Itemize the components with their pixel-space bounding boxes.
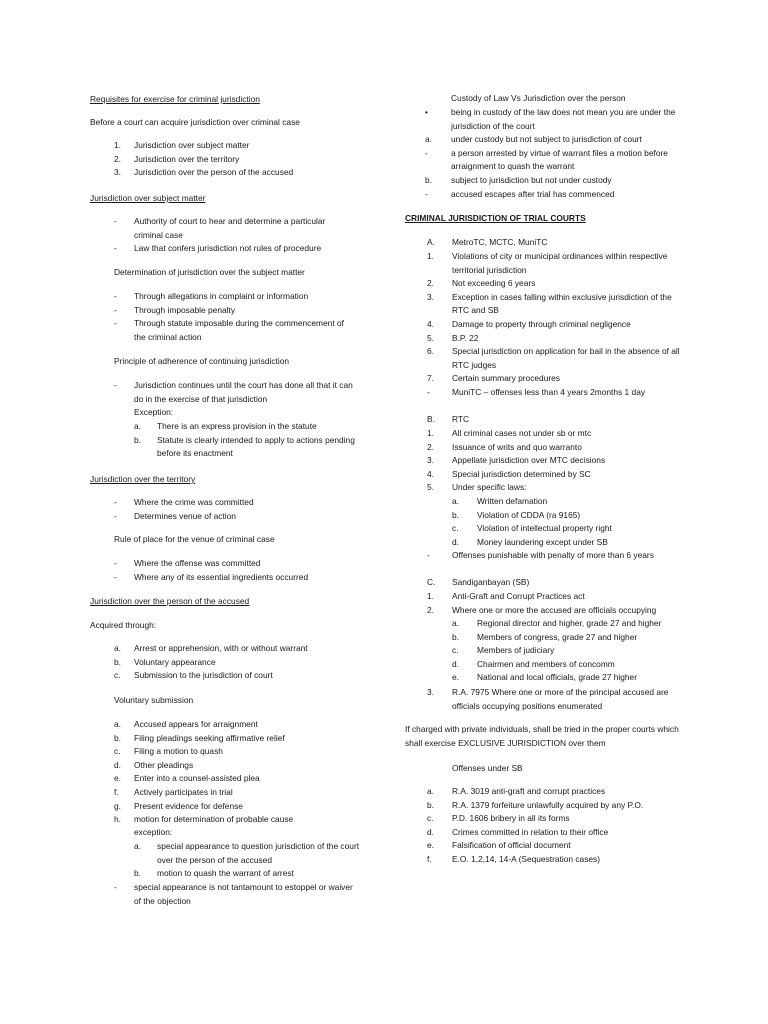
list-item-text: Not exceeding 6 years — [452, 278, 536, 289]
section-heading-requisites: Requisites for exercise for criminal jurisdiction — [90, 94, 260, 104]
list-item-text: Jurisdiction over the territory — [134, 153, 240, 164]
list-item — [427, 386, 683, 400]
list-marker: g. — [114, 800, 121, 811]
section-heading-territory: Jurisdiction over the territory — [90, 474, 196, 484]
list-item-text: R.A. 3019 anti-graft and corrupt practices — [452, 786, 606, 796]
list-item-text: B.P. 22 — [452, 332, 479, 343]
list-item — [427, 812, 683, 826]
list-item — [114, 139, 374, 153]
list-item — [425, 174, 687, 188]
list-item-text: Filing a motion to quash — [134, 746, 223, 757]
sb-item3-list — [427, 686, 683, 713]
list-item-text: Violation of intellectual property right — [477, 523, 612, 534]
list-marker: 3. — [427, 291, 434, 302]
list-item-text: Through statute imposable during the commencement of the criminal action — [134, 318, 344, 342]
list-marker: - — [114, 558, 117, 568]
list-item-text: a person arrested by virtue of warrant files a motion before arraignment to quash the warrant — [451, 147, 668, 172]
list-marker: 7. — [427, 373, 434, 384]
list-marker: b. — [452, 509, 459, 520]
list-marker: h. — [114, 814, 121, 825]
list-marker: f. — [114, 786, 119, 797]
list-item-text: Through allegations in complaint or information — [134, 291, 309, 301]
list-marker: 6. — [427, 346, 434, 357]
list-item-text: E.O. 1,2,14, 14-A (Sequestration cases) — [452, 853, 601, 864]
voluntary-list — [114, 718, 356, 827]
list-item — [427, 839, 683, 853]
list-marker: 2. — [427, 278, 434, 289]
acquired-title: Acquired through: — [90, 620, 157, 630]
list-item — [452, 495, 683, 509]
sb-list — [427, 590, 683, 617]
list-item — [425, 147, 687, 174]
list-item-text: subject to jurisdiction but not under custody — [451, 174, 612, 185]
list-marker: - — [427, 550, 430, 560]
list-item — [427, 853, 683, 867]
list-item-text: Issuance of writs and quo warranto — [452, 441, 582, 452]
section-heading-person: Jurisdiction over the person of the accused — [90, 596, 250, 606]
mtc-list — [427, 250, 683, 400]
mtc-title: MetroTC, MCTC, MuniTC — [452, 237, 548, 247]
list-item-text: Filing pleadings seeking affirmative relief — [134, 732, 285, 743]
list-item-text: Special jurisdiction on application for bail in the absence of all RTC judges — [452, 346, 680, 370]
exception-list — [134, 420, 356, 461]
list-marker: - — [114, 497, 117, 507]
list-marker: a. — [425, 134, 432, 145]
list-item — [114, 153, 374, 167]
determination-title: Determination of jurisdiction over the subject matter — [114, 267, 305, 277]
list-item-text: Members of judiciary — [477, 645, 555, 656]
list-marker: 3. — [427, 455, 434, 466]
list-marker: - — [114, 304, 117, 315]
rtc-marker: B. — [427, 414, 435, 424]
list-item-text: Arrest or apprehension, with or without warrant — [134, 643, 308, 653]
list-item — [427, 277, 683, 291]
voluntary-title: Voluntary submission — [114, 695, 194, 705]
custody-list — [425, 106, 687, 201]
list-item-text: Members of congress, grade 27 and higher — [477, 631, 638, 642]
list-item — [427, 345, 683, 372]
list-item — [452, 631, 692, 645]
list-item — [427, 291, 683, 318]
list-item — [427, 441, 683, 455]
list-item — [114, 242, 356, 256]
list-marker: c. — [452, 523, 459, 534]
list-marker: d. — [452, 658, 459, 669]
list-marker: b. — [425, 174, 432, 185]
list-item-text: R.A. 7975 Where one or more of the principal accused are officials occupying positions enumerated — [452, 687, 669, 711]
list-item — [427, 481, 683, 495]
list-item-text: Regional director and higher, grade 27 and higher — [477, 618, 662, 628]
list-item — [114, 215, 356, 242]
list-item — [425, 106, 687, 133]
list-item — [114, 290, 356, 304]
list-item — [134, 867, 360, 881]
section-heading-subject-matter: Jurisdiction over subject matter — [90, 193, 206, 203]
list-item — [134, 434, 356, 461]
list-item-text: Falsification of official document — [452, 840, 571, 851]
list-item-text: Violations of city or municipal ordinances within respective territorial jurisdiction — [452, 251, 668, 275]
list-item-text: Accused appears for arraignment — [134, 719, 258, 729]
rtc-list — [427, 427, 683, 495]
list-item-text: Exception in cases falling within exclusive jurisdiction of the RTC and SB — [452, 291, 672, 316]
subject-matter-list — [114, 215, 356, 256]
rtc-laws-list — [452, 495, 683, 549]
list-item-text: Authority of court to hear and determine a particular criminal case — [134, 216, 326, 240]
person-exception-list — [134, 840, 360, 881]
list-item — [452, 617, 692, 631]
list-item-text: special appearance is not tantamount to estoppel or waiver of the objection — [134, 882, 353, 906]
exception-label: Exception: — [134, 407, 174, 417]
list-item-text: Through imposable penalty — [134, 304, 236, 315]
rtc-final-list — [427, 549, 683, 563]
list-item-text: Crimes committed in relation to their office — [452, 826, 609, 837]
list-item — [114, 571, 356, 585]
list-item-text: Where the offense was committed — [134, 558, 261, 568]
list-item-text: Where the crime was committed — [134, 497, 254, 507]
list-marker: - — [114, 318, 117, 329]
person-final-list — [114, 881, 356, 908]
list-item-text: motion for determination of probable cause — [134, 814, 294, 825]
list-marker: b. — [427, 799, 434, 810]
list-item-text: motion to quash the warrant of arrest — [157, 868, 294, 879]
list-marker: - — [425, 188, 428, 199]
list-marker: b. — [134, 434, 141, 445]
list-marker: 1. — [427, 428, 434, 438]
list-marker: - — [114, 380, 117, 390]
list-item-text: Submission to the jurisdiction of court — [134, 670, 273, 681]
list-item — [427, 332, 683, 346]
list-marker: 4. — [427, 468, 434, 479]
list-item — [114, 510, 356, 524]
list-item-text: There is an express provision in the statute — [157, 421, 317, 431]
list-item — [452, 522, 683, 536]
list-item-text: Violation of CDDA (ra 9165) — [477, 509, 581, 520]
list-item — [425, 133, 687, 147]
list-item-text: Special jurisdiction determined by SC — [452, 468, 591, 479]
list-marker: d. — [114, 759, 121, 770]
list-item-text: Law that confers jurisdiction not rules of procedure — [134, 243, 322, 254]
list-item-text: being in custody of the law does not mean you are under the jurisdiction of the court — [451, 107, 676, 131]
list-item — [427, 604, 683, 618]
list-item — [427, 250, 683, 277]
list-item-text: Voluntary appearance — [134, 656, 216, 667]
custody-title: Custody of Law Vs Jurisdiction over the person — [451, 93, 626, 103]
list-item-text: Under specific laws: — [452, 482, 527, 493]
list-marker: 1. — [114, 140, 121, 150]
list-marker: 2. — [427, 441, 434, 452]
list-item — [427, 468, 683, 482]
list-marker: c. — [452, 645, 459, 656]
list-marker: a. — [452, 496, 459, 506]
offenses-list — [427, 785, 683, 867]
list-marker: a. — [114, 719, 121, 729]
list-item-text: Jurisdiction over the person of the accused — [134, 167, 294, 178]
list-marker: a. — [134, 421, 141, 431]
list-marker: • — [425, 107, 428, 117]
list-item — [114, 669, 356, 683]
list-item — [114, 379, 356, 406]
list-item-text: Offenses punishable with penalty of more than 6 years — [452, 550, 654, 560]
sb-heading — [427, 576, 690, 590]
list-item — [452, 536, 683, 550]
list-item-text: Chairmen and members of concomm — [477, 658, 615, 669]
list-item — [452, 509, 683, 523]
list-marker: - — [114, 216, 117, 226]
charged-note: If charged with private individuals, shall be tried in the proper courts which shall exercise EXCLUSIVE JURISDICTION over them — [405, 724, 679, 748]
list-item — [114, 745, 356, 759]
list-item-text: Other pleadings — [134, 759, 194, 770]
list-item-text: Jurisdiction over subject matter — [134, 140, 250, 150]
list-item-text: Where one or more the accused are officials occupying — [452, 604, 657, 615]
mtc-heading — [427, 236, 690, 250]
list-item-text: Where any of its essential ingredients occurred — [134, 571, 309, 582]
list-marker: b. — [114, 732, 121, 743]
list-item-text: Present evidence for defense — [134, 800, 243, 811]
list-item-text: Jurisdiction continues until the court has done all that it can do in the exercise of that jurisdiction — [134, 380, 353, 404]
list-item — [114, 772, 356, 786]
list-item — [114, 732, 356, 746]
list-item — [427, 590, 683, 604]
list-marker: 5. — [427, 332, 434, 343]
rule-list — [114, 557, 356, 584]
list-item-text: National and local officials, grade 27 higher — [477, 672, 638, 683]
list-item-text: Determines venue of action — [134, 510, 236, 521]
list-marker: - — [427, 386, 430, 397]
list-item-text: under custody but not subject to jurisdiction of court — [451, 134, 642, 145]
list-item-text: MuniTC – offenses less than 4 years 2months 1 day — [452, 386, 646, 397]
list-marker: c. — [114, 746, 121, 757]
list-item-text: special appearance to question jurisdiction of the court over the person of the accused — [157, 841, 360, 865]
requisites-list — [114, 139, 374, 180]
list-item-text: Appellate jurisdiction over MTC decisions — [452, 455, 606, 466]
mtc-marker: A. — [427, 237, 435, 247]
list-item-text: Actively participates in trial — [134, 786, 233, 797]
principle-title: Principle of adherence of continuing jurisdiction — [114, 356, 290, 366]
list-item — [452, 658, 692, 672]
list-marker: - — [114, 882, 117, 892]
list-marker: 4. — [427, 318, 434, 329]
list-marker: b. — [114, 656, 121, 667]
list-marker: a. — [114, 643, 121, 653]
list-item — [114, 718, 356, 732]
list-marker: e. — [427, 840, 434, 851]
list-marker: 2. — [114, 153, 121, 164]
list-marker: - — [114, 571, 117, 582]
list-item — [452, 644, 692, 658]
rtc-title: RTC — [452, 414, 470, 424]
territory-list — [114, 496, 356, 523]
list-item — [427, 372, 683, 386]
list-item-text: All criminal cases not under sb or mtc — [452, 428, 592, 438]
list-item — [114, 656, 356, 670]
list-item — [427, 454, 683, 468]
list-marker: d. — [452, 536, 459, 547]
list-marker: - — [114, 243, 117, 254]
list-item — [427, 686, 683, 713]
list-item — [114, 881, 356, 908]
list-marker: f. — [427, 853, 432, 864]
list-item — [114, 759, 356, 773]
list-marker: 2. — [427, 604, 434, 615]
list-item — [427, 549, 683, 563]
list-item — [114, 642, 356, 656]
principle-list — [114, 379, 356, 406]
list-marker: a. — [427, 786, 434, 796]
list-item — [114, 496, 356, 510]
list-marker: 5. — [427, 482, 434, 493]
list-item — [427, 427, 683, 441]
section-heading-trial-courts: CRIMINAL JURISDICTION OF TRIAL COURTS — [405, 213, 586, 223]
list-marker: - — [114, 291, 117, 301]
list-marker: 3. — [427, 687, 434, 697]
list-item — [427, 785, 683, 799]
list-item-text: P.D. 1606 bribery in all its forms — [452, 813, 570, 824]
determination-list — [114, 290, 356, 344]
list-item — [114, 557, 356, 571]
list-item — [114, 813, 356, 827]
sb-title: Sandiganbayan (SB) — [452, 577, 530, 587]
acquired-list — [114, 642, 356, 683]
list-item — [134, 840, 360, 867]
list-marker: - — [425, 147, 428, 158]
list-item — [114, 166, 374, 180]
sb-officials-list — [452, 617, 692, 685]
list-marker: 1. — [427, 251, 434, 261]
list-item — [134, 420, 356, 434]
list-item-text: Damage to property through criminal negligence — [452, 318, 631, 329]
list-item — [427, 318, 683, 332]
offenses-title: Offenses under SB — [452, 763, 523, 773]
list-item-text: Statute is clearly intended to apply to actions pending before its enactment — [157, 434, 355, 459]
list-marker: d. — [427, 826, 434, 837]
list-marker: 1. — [427, 591, 434, 601]
list-item-text: accused escapes after trial has commenced — [451, 188, 615, 199]
list-item-text: Money laundering except under SB — [477, 536, 608, 547]
list-item-text: Anti-Graft and Corrupt Practices act — [452, 591, 585, 601]
list-marker: e. — [452, 672, 459, 683]
list-marker: a. — [134, 841, 141, 851]
list-marker: b. — [452, 631, 459, 642]
list-item-text: Enter into a counsel-assisted plea — [134, 773, 260, 784]
rtc-heading — [427, 413, 690, 427]
list-marker: b. — [134, 868, 141, 879]
person-exception-label: exception: — [134, 827, 173, 837]
list-item — [427, 826, 683, 840]
list-item-text: Certain summary procedures — [452, 373, 560, 384]
list-item — [114, 304, 356, 318]
list-marker: - — [114, 510, 117, 521]
sb-marker: C. — [427, 577, 436, 587]
list-marker: 3. — [114, 167, 121, 178]
list-item — [114, 317, 356, 344]
list-item — [452, 671, 692, 685]
list-marker: c. — [114, 670, 121, 681]
list-marker: c. — [427, 813, 434, 824]
list-marker: e. — [114, 773, 121, 784]
list-item — [114, 786, 356, 800]
list-item-text: Written defamation — [477, 496, 548, 506]
list-item — [427, 799, 683, 813]
list-item-text: R.A. 1379 forfeiture unlawfully acquired by any P.O. — [452, 799, 644, 810]
list-marker: a. — [452, 618, 459, 628]
intro-text: Before a court can acquire jurisdiction over criminal case — [90, 117, 300, 127]
list-item — [425, 188, 687, 202]
rule-title: Rule of place for the venue of criminal case — [114, 534, 275, 544]
list-item — [114, 800, 356, 814]
